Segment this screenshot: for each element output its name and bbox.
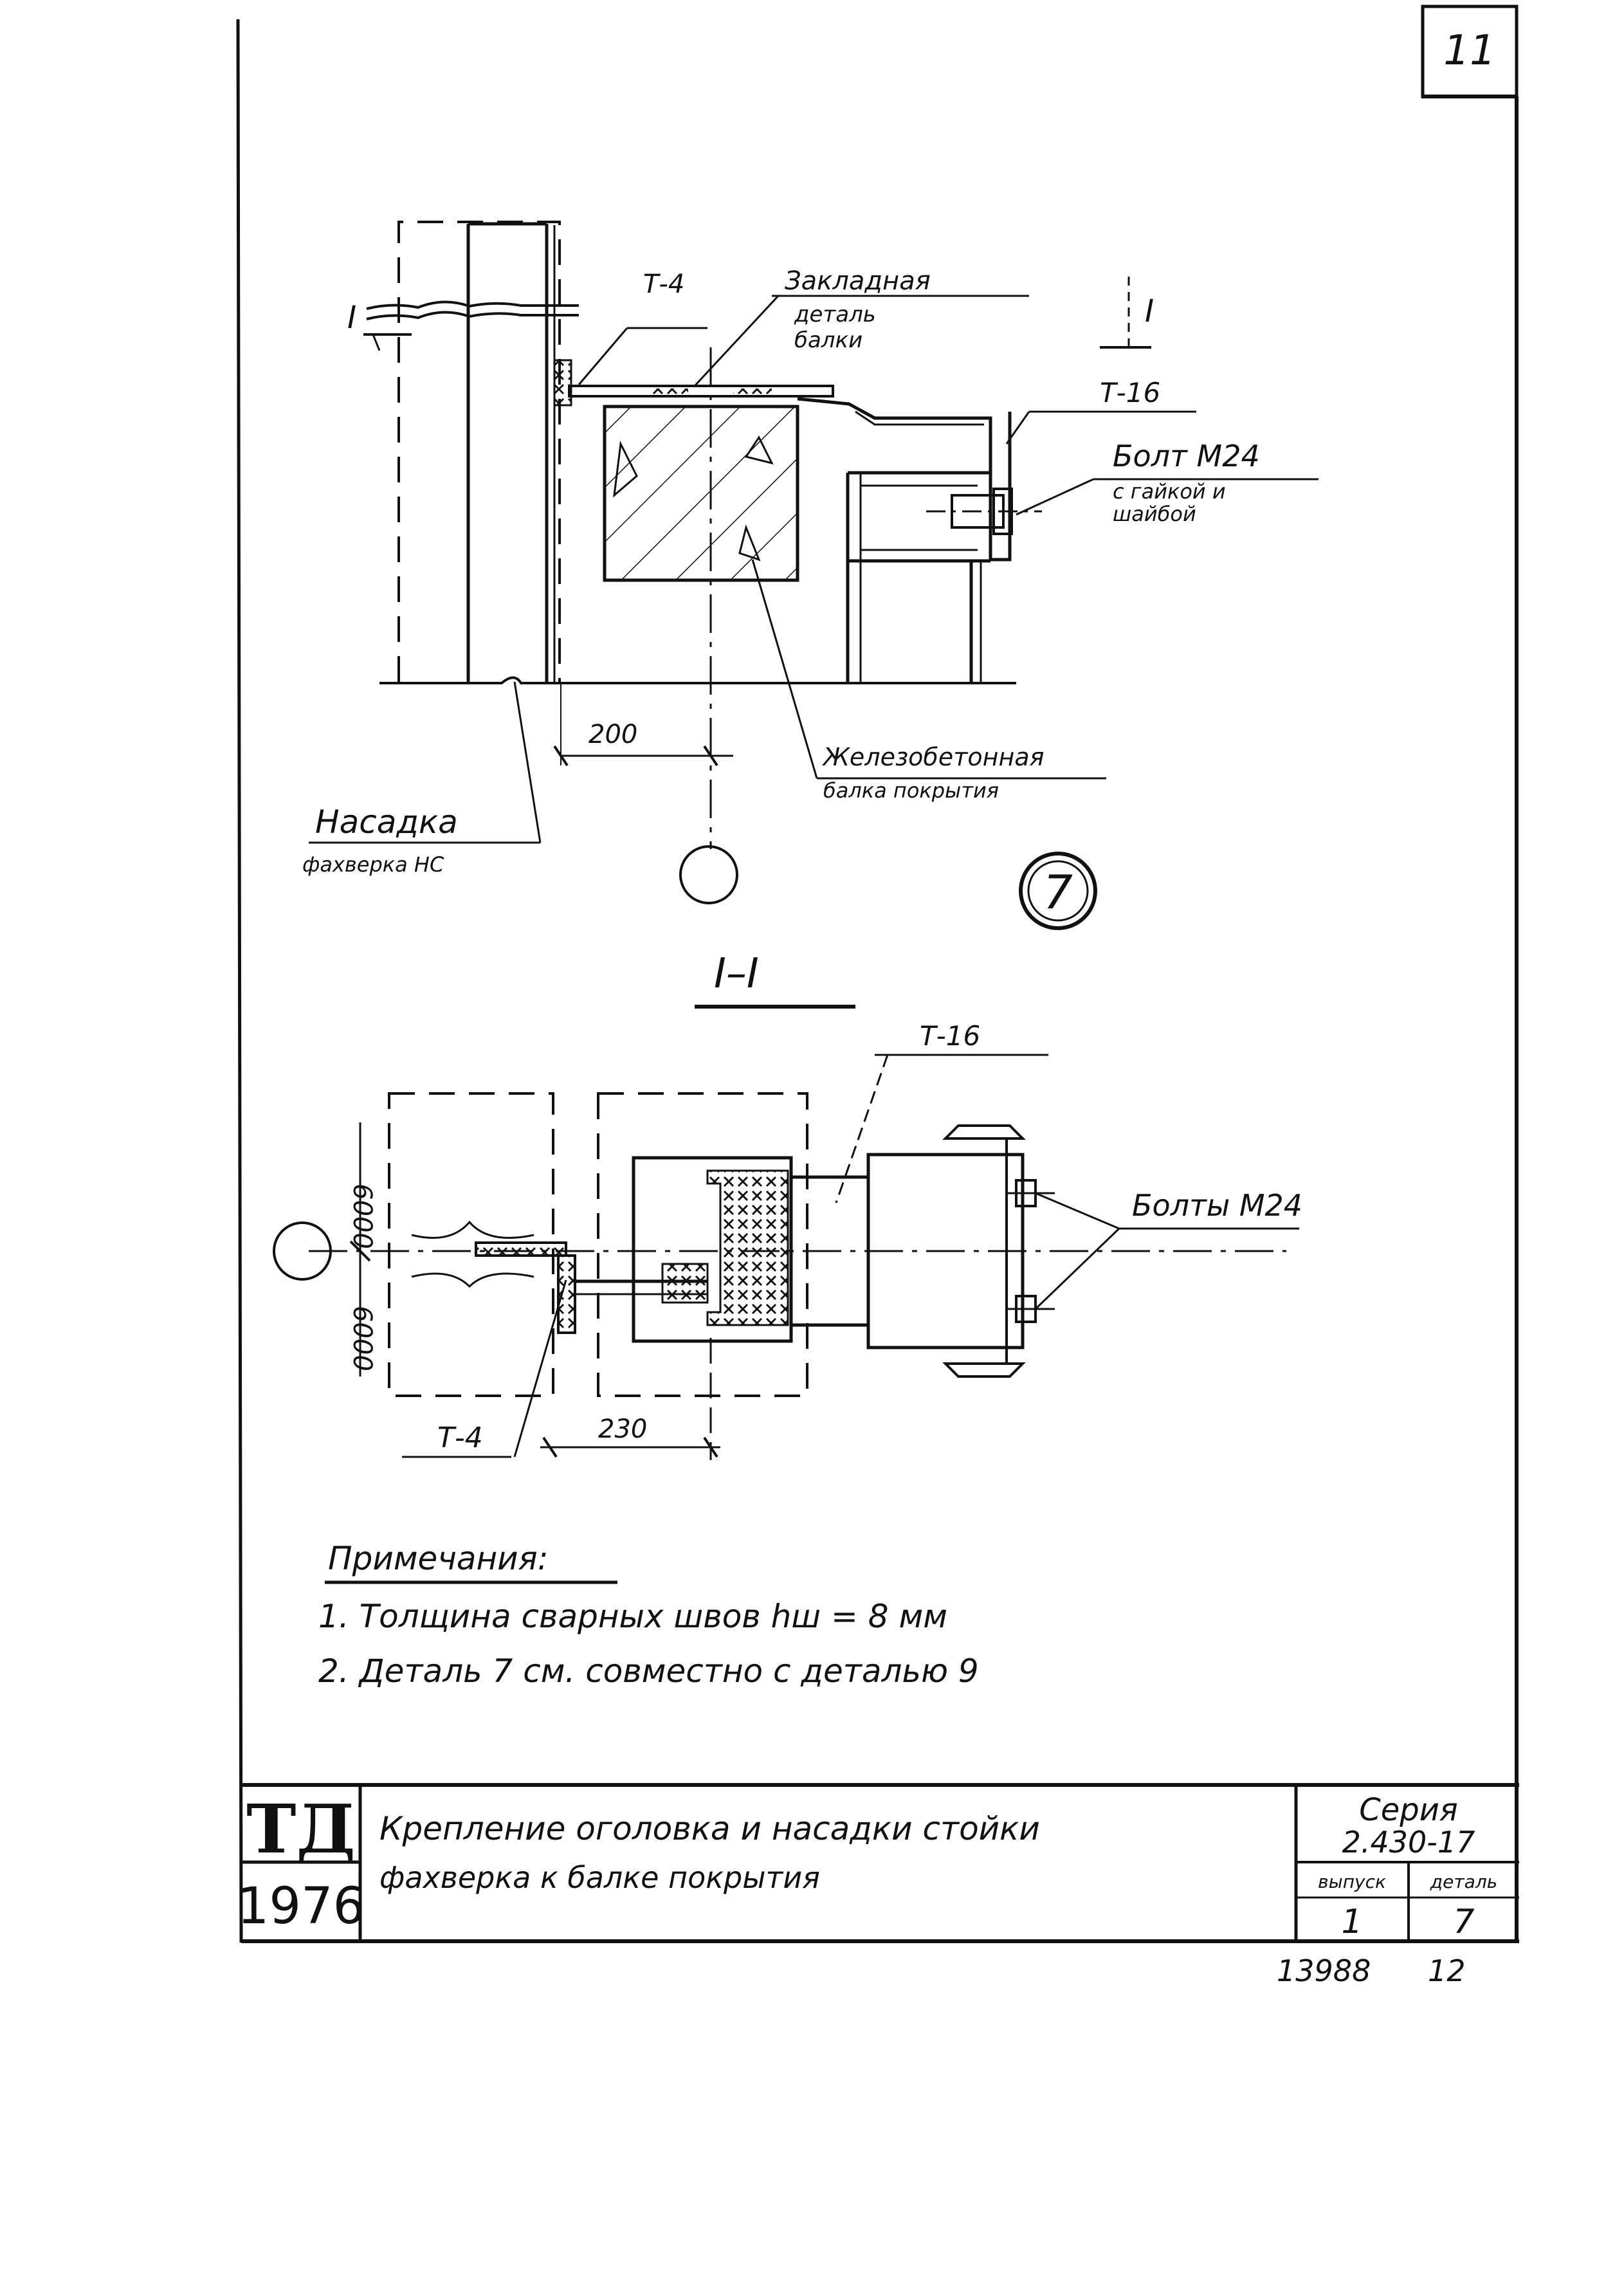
series-value: 2.430-17 [1342,1825,1475,1860]
dimension-6000-top: 6000 [347,1184,377,1249]
inventory-number: 13988 [1277,1953,1371,1988]
section-t16-label: Т-16 [920,1020,981,1052]
embedded-part-label-3: балки [794,327,863,353]
beam-label-1: Железобетонная [823,743,1045,771]
section-view [274,1007,1299,1460]
dimension-200: 200 [588,720,638,749]
issue-value: 1 [1341,1903,1363,1941]
detail-number: 7 [1043,865,1073,919]
head-label-2: фахверка НС [302,852,444,877]
issue-label: выпуск [1318,1871,1386,1892]
section-t4-label: Т-4 [437,1422,483,1454]
bolt-label-1: Болт М24 [1113,439,1260,473]
beam-label-2: балка покрытия [823,778,999,803]
detail-label: деталь [1430,1871,1498,1892]
dimension-230: 230 [598,1414,648,1444]
bolt-label-3: шайбой [1113,502,1196,526]
detail-value: 7 [1453,1903,1475,1941]
notes-heading: Примечания: [328,1540,549,1577]
note-2: 2. Деталь 7 см. совместно с деталью 9 [318,1652,979,1690]
year: 1976 [237,1878,365,1935]
dimension-6000-bottom: 6000 [347,1306,377,1371]
bolts-label: Болты М24 [1132,1188,1303,1223]
section-title: I–I [714,950,759,998]
bolt-label-2: с гайкой и [1113,479,1226,504]
series-label: Серия [1359,1792,1458,1828]
elevation-t16-label: Т-16 [1100,377,1161,408]
note-1: 1. Толщина сварных швов hш = 8 мм [318,1598,947,1635]
title-line-1: Крепление оголовка и насадки стойки [379,1810,1040,1847]
section-mark-right: I [1145,293,1154,329]
embedded-part-label-1: Закладная [785,266,931,296]
title-line-2: фахверка к балке покрытия [379,1860,820,1895]
td-logo: ТД [246,1789,356,1869]
elevation-t4-label: Т-4 [643,270,685,299]
page-number: 12 [1428,1953,1466,1988]
head-label-1: Насадка [315,803,458,841]
sheet-number: 11 [1443,27,1496,75]
section-mark-left: I [347,300,357,336]
embedded-part-label-2: деталь [794,302,876,327]
